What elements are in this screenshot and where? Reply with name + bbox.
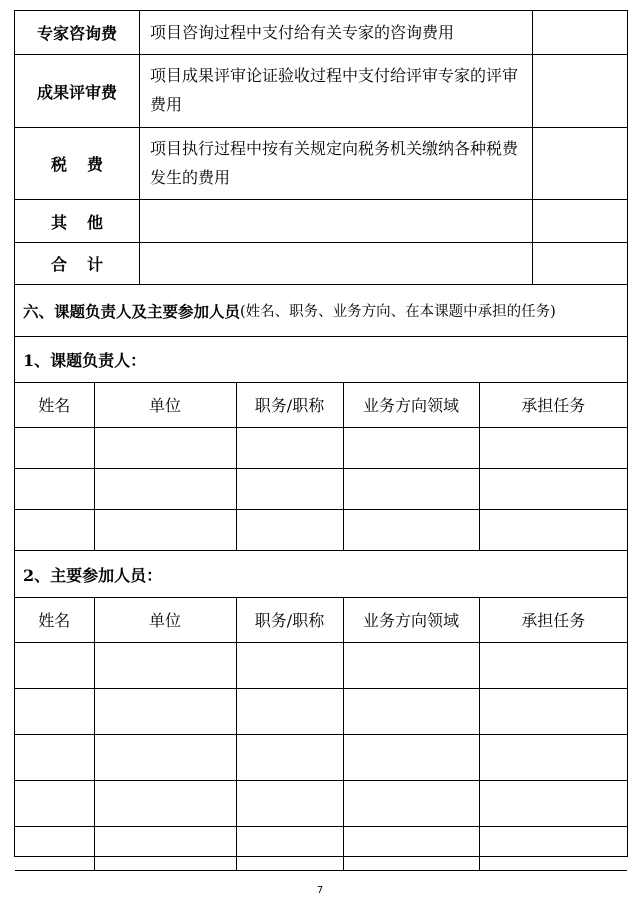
table-cell[interactable] (94, 468, 236, 509)
cost-item-name: 其他 (15, 200, 140, 242)
table-cell[interactable] (15, 468, 94, 509)
cost-item-description[interactable] (140, 243, 533, 284)
table-cell[interactable] (94, 642, 236, 688)
leader-header-row (15, 383, 627, 427)
cost-item-amount-cell[interactable] (533, 128, 627, 199)
section-6-title: 六、课题负责人及主要参加人员 (23, 301, 241, 321)
table-cell[interactable] (236, 642, 343, 688)
form-table (14, 10, 628, 857)
participants-label: 2、主要参加人员： (23, 565, 163, 585)
table-cell[interactable] (236, 780, 343, 826)
table-cell[interactable] (94, 826, 236, 870)
table-cell[interactable] (15, 734, 94, 780)
table-cell[interactable] (343, 688, 479, 734)
cost-row-total (15, 243, 627, 285)
cost-item-amount-cell[interactable] (533, 200, 627, 242)
table-row (15, 427, 627, 468)
table-cell[interactable] (479, 826, 627, 870)
participants-heading (15, 550, 627, 598)
cost-item-amount-cell[interactable] (533, 11, 627, 54)
table-cell[interactable] (15, 688, 94, 734)
table-cell[interactable] (94, 688, 236, 734)
table-cell[interactable] (343, 509, 479, 550)
table-row (15, 509, 627, 550)
column-header-task: 承担任务 (479, 383, 627, 427)
table-cell[interactable] (343, 826, 479, 870)
cost-item-amount-cell[interactable] (533, 55, 627, 127)
table-row (15, 734, 627, 780)
table-cell[interactable] (479, 688, 627, 734)
table-cell[interactable] (94, 509, 236, 550)
cost-item-name: 合计 (15, 243, 140, 284)
table-cell[interactable] (343, 427, 479, 468)
table-cell[interactable] (343, 734, 479, 780)
table-cell[interactable] (343, 642, 479, 688)
table-row (15, 468, 627, 509)
participants-header-row (15, 598, 627, 642)
column-header-task: 承担任务 (479, 598, 627, 642)
table-cell[interactable] (94, 780, 236, 826)
table-cell[interactable] (15, 642, 94, 688)
leader-label: 1、课题负责人： (23, 351, 147, 370)
table-cell[interactable] (479, 427, 627, 468)
table-cell[interactable] (236, 826, 343, 870)
cost-item-name: 税费 (15, 128, 140, 199)
column-header-unit: 单位 (94, 383, 236, 427)
section-6-note: (姓名、职务、业务方向、在本课题中承担的任务) (240, 304, 556, 320)
cost-row-expert-consulting (15, 11, 627, 55)
table-cell[interactable] (479, 509, 627, 550)
table-cell[interactable] (479, 468, 627, 509)
column-header-title: 职务/职称 (236, 383, 343, 427)
table-cell[interactable] (236, 509, 343, 550)
table-row (15, 780, 627, 826)
table-cell[interactable] (15, 780, 94, 826)
table-row (15, 688, 627, 734)
leader-heading (15, 337, 627, 383)
table-cell[interactable] (15, 427, 94, 468)
cost-item-description: 项目咨询过程中支付给有关专家的咨询费用 (140, 11, 533, 54)
cost-item-description[interactable] (140, 200, 533, 242)
leader-table (15, 383, 627, 551)
table-cell[interactable] (94, 734, 236, 780)
cost-row-other (15, 200, 627, 243)
table-cell[interactable] (236, 427, 343, 468)
table-cell[interactable] (236, 468, 343, 509)
participants-table (15, 598, 627, 871)
table-cell[interactable] (479, 734, 627, 780)
column-header-name: 姓名 (15, 383, 94, 427)
column-header-field: 业务方向领域 (343, 598, 479, 642)
column-header-title: 职务/职称 (236, 598, 343, 642)
cost-item-amount-cell[interactable] (533, 243, 627, 284)
table-cell[interactable] (236, 734, 343, 780)
page-number: 7 (316, 885, 324, 896)
cost-item-description: 项目执行过程中按有关规定向税务机关缴纳各种税费发生的费用 (140, 128, 533, 199)
table-cell[interactable] (479, 642, 627, 688)
column-header-unit: 单位 (94, 598, 236, 642)
column-header-field: 业务方向领域 (343, 383, 479, 427)
column-header-name: 姓名 (15, 598, 94, 642)
cost-item-description: 项目成果评审论证验收过程中支付给评审专家的评审费用 (140, 55, 533, 127)
cost-item-name: 专家咨询费 (15, 11, 140, 54)
table-cell[interactable] (94, 427, 236, 468)
table-cell[interactable] (343, 468, 479, 509)
table-row (15, 642, 627, 688)
cost-row-tax (15, 128, 627, 200)
table-cell[interactable] (343, 780, 479, 826)
cost-item-name: 成果评审费 (15, 55, 140, 127)
table-cell[interactable] (236, 688, 343, 734)
table-cell[interactable] (479, 780, 627, 826)
table-cell[interactable] (15, 826, 94, 870)
cost-row-review (15, 55, 627, 128)
section-6-heading (15, 285, 627, 337)
table-cell[interactable] (15, 509, 94, 550)
table-row (15, 826, 627, 870)
